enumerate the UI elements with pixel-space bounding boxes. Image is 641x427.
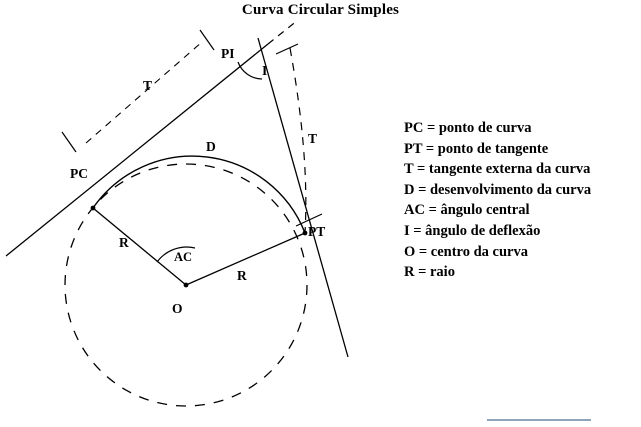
deflection-reference-dashed bbox=[290, 48, 306, 233]
legend bbox=[404, 118, 634, 283]
tick-tangent-forward-upper bbox=[276, 44, 298, 54]
radius-line-pc bbox=[93, 208, 186, 285]
point-pc bbox=[91, 206, 96, 211]
label-pi: PI bbox=[221, 46, 235, 61]
tangent-line-forward bbox=[258, 38, 348, 357]
legend-item: D = desenvolvimento da curva bbox=[404, 181, 592, 198]
tangent-extension-dashed bbox=[268, 20, 298, 44]
label-r-right: R bbox=[237, 268, 247, 283]
page-title: Curva Circular Simples bbox=[241, 2, 400, 18]
label-pt: PT bbox=[308, 224, 326, 239]
label-o: O bbox=[172, 301, 183, 316]
label-i: I bbox=[262, 63, 268, 78]
label-r-left: R bbox=[119, 235, 129, 250]
label-pc: PC bbox=[70, 166, 88, 181]
legend-item: AC = ângulo central bbox=[404, 202, 530, 219]
legend-item: T = tangente externa da curva bbox=[404, 161, 591, 178]
label-ac: AC bbox=[174, 250, 193, 264]
tangent-line-back bbox=[6, 44, 268, 256]
legend-item: I = ângulo de deflexão bbox=[404, 222, 541, 239]
legend-item: R = raio bbox=[404, 264, 455, 281]
point-pt bbox=[303, 231, 308, 236]
legend-item: PT = ponto de tangente bbox=[404, 140, 549, 157]
legend-item: O = centro da curva bbox=[404, 243, 528, 260]
bottom-divider bbox=[487, 419, 591, 421]
center-point-o bbox=[184, 283, 189, 288]
legend-item: PC = ponto de curva bbox=[404, 120, 532, 136]
label-t-left: T bbox=[143, 78, 153, 93]
curve-arc bbox=[93, 156, 305, 233]
label-d: D bbox=[206, 139, 216, 154]
label-t-right: T bbox=[308, 131, 318, 146]
tick-tangent-back-lower bbox=[62, 132, 76, 152]
tick-tangent-back-upper bbox=[200, 30, 214, 50]
